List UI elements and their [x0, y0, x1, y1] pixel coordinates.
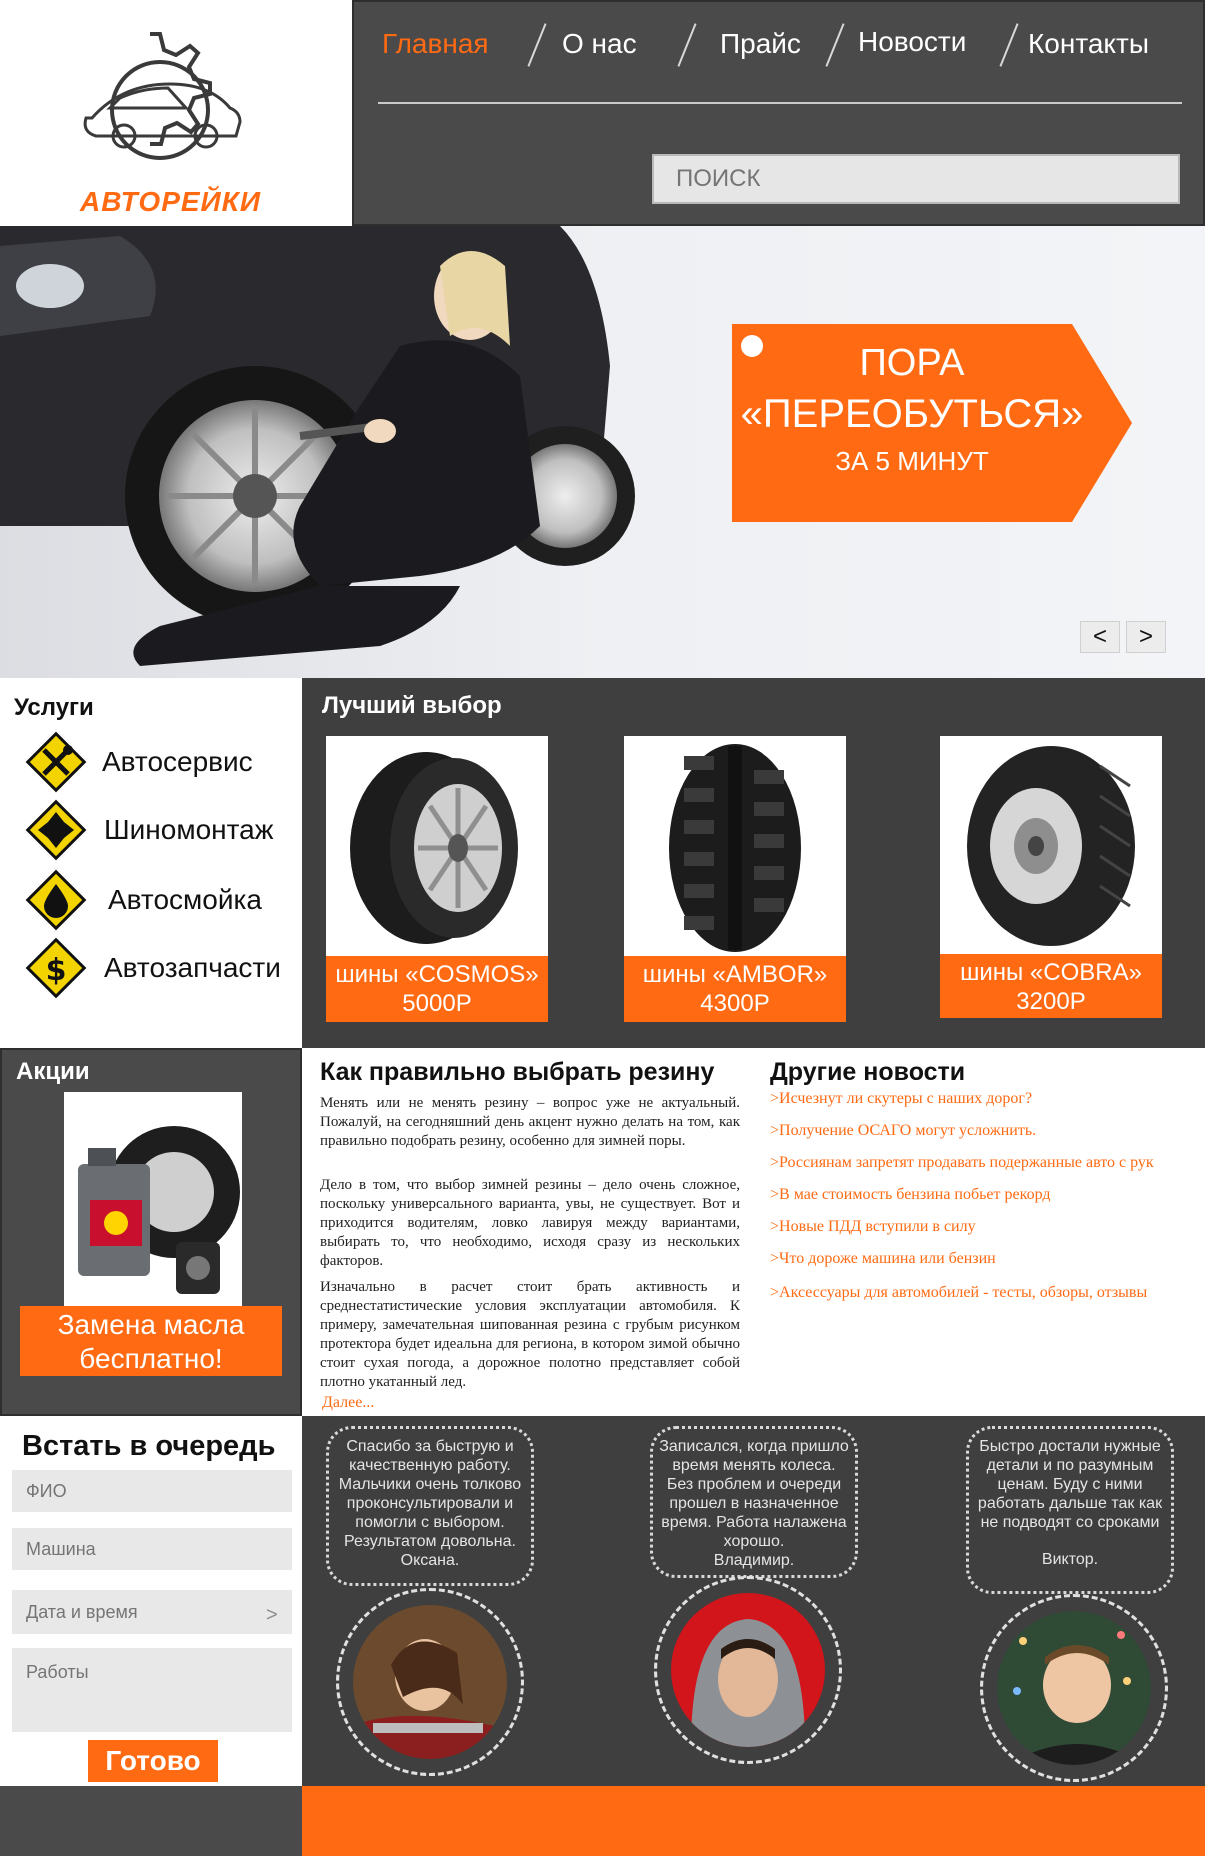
review-bubble	[650, 1426, 858, 1578]
promo-tag[interactable]	[732, 324, 1132, 522]
article-paragraph: Менять или не менять резину – вопрос уже не актуальный. Пожалуй, на сегодняшний день акцент нужно делать на том, как правильно подобрать резину, особенно для зимней поры.	[320, 1095, 740, 1149]
avatar	[997, 1611, 1151, 1765]
offer-line-2: бесплатно!	[79, 1343, 223, 1374]
review-bubble	[326, 1426, 534, 1586]
oil-change-offer-button[interactable]	[20, 1306, 282, 1376]
service-label: Автозапчасти	[104, 952, 281, 983]
nav-separator	[527, 23, 546, 66]
tire-image	[624, 736, 846, 958]
best-choice-title: Лучший выбор	[322, 692, 502, 719]
reviewer-photo-icon	[997, 1611, 1151, 1765]
services-section	[0, 678, 302, 1048]
promo-line-1: ПОРА	[859, 342, 965, 384]
avatar	[353, 1605, 507, 1759]
product-price: 4300Р	[700, 990, 770, 1017]
review-author: Владимир.	[713, 1552, 795, 1569]
logo-area[interactable]	[0, 0, 352, 226]
news-link[interactable]: >Новые ПДД вступили в силу	[770, 1218, 976, 1235]
nav-home[interactable]: Главная	[382, 28, 489, 59]
news-section	[750, 1048, 1205, 1416]
hero-banner	[0, 226, 1205, 678]
fio-input[interactable]	[12, 1470, 292, 1512]
nav-separator	[825, 23, 844, 66]
datetime-input[interactable]	[12, 1590, 292, 1634]
queue-form	[0, 1416, 302, 1786]
best-choice-section	[302, 678, 1205, 1048]
news-link[interactable]: >Что дороже машина или бензин	[770, 1250, 996, 1267]
tools-icon	[24, 730, 88, 794]
review-text: Спасибо за быструю и качественную работу. Мальчики очень толково проконсультировали и помогли с выбором. Результатом довольна.	[338, 1438, 522, 1550]
promotions-title: Акции	[16, 1058, 90, 1085]
logo-text: АВТОРЕЙКИ	[80, 186, 262, 217]
slider-next-button[interactable]: >	[1126, 621, 1166, 653]
product-label	[940, 954, 1162, 1018]
review-text: Записался, когда пришло время менять колеса. Без проблем и очереди прошел в назначенное время. Работа налажена хорошо.	[659, 1438, 849, 1550]
news-link[interactable]: >В мае стоимость бензина побьет рекорд	[770, 1186, 1051, 1203]
service-label: Автосервис	[102, 746, 253, 777]
review-author: Виктор.	[1041, 1551, 1099, 1568]
slider-prev-button[interactable]: <	[1080, 621, 1120, 653]
footer-left	[0, 1786, 302, 1856]
promo-line-2: «ПЕРЕОБУТЬСЯ»	[740, 392, 1084, 436]
submit-button[interactable]: Готово	[88, 1740, 218, 1782]
read-more-link[interactable]: Далее...	[322, 1394, 375, 1411]
oil-can-icon	[64, 1092, 242, 1306]
avatar-ring	[336, 1588, 524, 1776]
queue-title: Встать в очередь	[22, 1430, 276, 1462]
tire-icon	[940, 736, 1162, 958]
product-name: шины «AMBOR»	[642, 961, 828, 988]
article-paragraph: Изначально в расчет стоит брать активность и среднестатистические условия эксплуатации автомобиля. К примеру, замечательная шипованная резина с грубым рисунком протектора будет идеальна для региона, в котором зимой обычно стоит сухая погода, а дорожное полотно представляет собой плотно укатанный лед.	[320, 1279, 740, 1390]
news-link[interactable]: >Получение ОСАГО могут усложнить.	[770, 1122, 1037, 1139]
product-name: шины «COBRA»	[960, 959, 1142, 986]
works-input[interactable]	[12, 1648, 292, 1732]
oil-change-image	[64, 1092, 242, 1306]
promotions-section	[0, 1048, 302, 1416]
product-label	[326, 956, 548, 1022]
article-section	[302, 1048, 750, 1416]
news-link[interactable]: >Россиянам запретят продавать подержанные авто с рук	[770, 1154, 1154, 1171]
nav-separator	[677, 23, 696, 66]
search-input[interactable]	[652, 154, 1180, 204]
nav-contacts[interactable]: Контакты	[1028, 28, 1149, 59]
review-bubble	[966, 1426, 1174, 1594]
drop-icon	[24, 868, 88, 932]
avatar-ring	[980, 1594, 1168, 1782]
product-label	[624, 956, 846, 1022]
chevron-right-icon[interactable]: >	[266, 1604, 278, 1626]
news-title: Другие новости	[770, 1058, 966, 1086]
nav-about[interactable]: О нас	[562, 28, 637, 59]
news-link[interactable]: >Аксессуары для автомобилей - тесты, обзоры, отзывы	[770, 1284, 1148, 1301]
article-title: Как правильно выбрать резину	[320, 1058, 715, 1086]
nav-news[interactable]: Новости	[858, 26, 967, 57]
reviews-section	[302, 1416, 1205, 1786]
promo-line-3: ЗА 5 МИНУТ	[835, 446, 989, 476]
avatar	[671, 1593, 825, 1747]
nav-price[interactable]: Прайс	[720, 28, 801, 59]
offer-line-1: Замена масла	[57, 1309, 245, 1340]
dollar-icon	[24, 936, 88, 1000]
tire-icon	[326, 736, 548, 958]
top-navigation	[352, 0, 1205, 226]
reviewer-photo-icon	[671, 1593, 825, 1747]
footer-bar	[302, 1786, 1205, 1856]
car-input[interactable]	[12, 1528, 292, 1570]
service-label: Автосмойка	[108, 884, 262, 915]
reviewer-photo-icon	[353, 1605, 507, 1759]
tire-icon	[624, 736, 846, 958]
news-link[interactable]: >Исчезнут ли скутеры с наших дорог?	[770, 1090, 1033, 1107]
service-label: Шиномонтаж	[104, 814, 274, 845]
tire-image	[940, 736, 1162, 958]
product-price: 3200Р	[1016, 988, 1086, 1015]
arrows-icon	[24, 798, 88, 862]
tire-image	[326, 736, 548, 958]
svg-text:$: $	[45, 953, 67, 988]
services-title: Услуги	[14, 694, 94, 721]
avatar-ring	[654, 1576, 842, 1764]
product-name: шины «COSMOS»	[335, 961, 539, 988]
nav-divider	[378, 102, 1182, 104]
article-paragraph: Дело в том, что выбор зимней резины – дело очень сложное, поскольку универсального варианта, увы, не существует. Вот и приходится водителям, ловко лавируя между вариантами, выбирать то, что необходимо, исходя сразу из нескольких факторов.	[320, 1177, 740, 1269]
nav-separator	[999, 23, 1018, 66]
review-text: Быстро достали нужные детали и по разумным ценам. Буду с ними работать дальше так как не подводят со сроками	[977, 1438, 1163, 1531]
review-author: Оксана.	[400, 1552, 460, 1569]
product-price: 5000Р	[402, 990, 472, 1017]
